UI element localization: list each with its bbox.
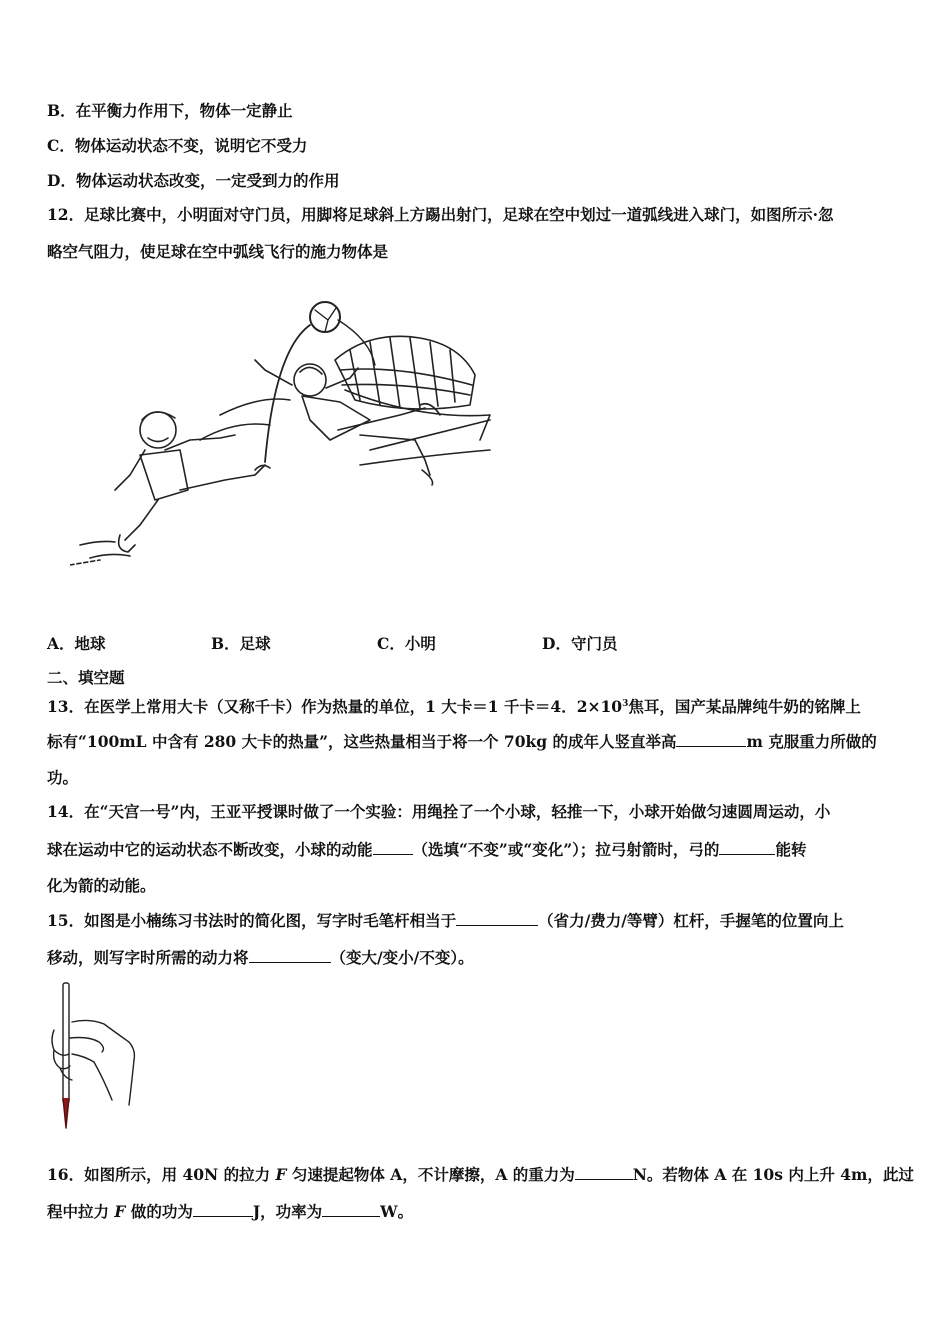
q12-stem-line2: 略空气阻力，使足球在空中弧线飞行的施力物体是: [47, 242, 389, 261]
q16-line1: 16．如图所示，用 40N 的拉力 F 匀速提起物体 A，不计摩擦，A 的重力为 N。若物体 A 在 10s 内上升 4m，此过: [47, 1165, 914, 1184]
q11-option-b: B．在平衡力作用下，物体一定静止: [47, 101, 293, 120]
q14-line2: 球在运动中它的运动状态不断改变，小球的动能 （选填“不变”或“变化”）；拉弓射箭时，弓的 能转: [47, 840, 807, 859]
q16-answer-blank-1[interactable]: [575, 1164, 633, 1180]
q14-line1: 14．在“天宫一号”内，王亚平授课时做了一个实验：用绳拴了一个小球，轻推一下，小球开始做匀速圆周运动，小: [47, 802, 831, 821]
q14-line3: 化为箭的动能。: [47, 876, 156, 895]
q14-answer-blank-1[interactable]: [373, 839, 413, 855]
q11-option-d: D．物体运动状态改变，一定受到力的作用: [47, 171, 340, 190]
q12-option-a: A．地球: [47, 634, 106, 653]
q12-option-d: D．守门员: [542, 634, 618, 653]
q14-answer-blank-2[interactable]: [719, 839, 775, 855]
q12-stem-line1: 12．足球比赛中，小明面对守门员，用脚将足球斜上方踢出射门，足球在空中划过一道弧线进入球门，如图所示·忽: [47, 205, 834, 224]
q12-option-b: B．足球: [211, 634, 271, 653]
soccer-kick-figure: [70, 290, 500, 590]
section-title: 二、填空题: [47, 668, 125, 687]
brush-hand-figure: [44, 980, 144, 1130]
q13-line2: 标有“100mL 中含有 280 大卡的热量”，这些热量相当于将一个 70kg 的成年人竖直举高 m 克服重力所做的: [47, 732, 877, 751]
q12-option-c: C．小明: [377, 634, 436, 653]
q13-line1: 13．在医学上常用大卡（又称千卡）作为热量的单位，1 大卡＝1 千卡＝4．$2\times 10^3$焦耳，国产某品牌纯牛奶的铭牌上: [47, 697, 861, 716]
q15-answer-blank-2[interactable]: [249, 947, 331, 963]
q13-answer-blank[interactable]: [676, 731, 746, 747]
q16-line2: 程中拉力 F 做的功为 J，功率为 W。: [47, 1202, 414, 1221]
q15-line1: 15．如图是小楠练习书法时的简化图，写字时毛笔杆相当于 （省力/费力/等臂）杠杆，手握笔的位置向上: [47, 911, 844, 930]
q13-line3: 功。: [47, 768, 79, 787]
q15-answer-blank-1[interactable]: [456, 910, 538, 926]
q16-answer-blank-2[interactable]: [193, 1201, 253, 1217]
q11-option-c: C．物体运动状态不变，说明它不受力: [47, 136, 308, 155]
q15-line2: 移动，则写字时所需的动力将 （变大/变小/不变）。: [47, 948, 474, 967]
q16-answer-blank-3[interactable]: [322, 1201, 380, 1217]
